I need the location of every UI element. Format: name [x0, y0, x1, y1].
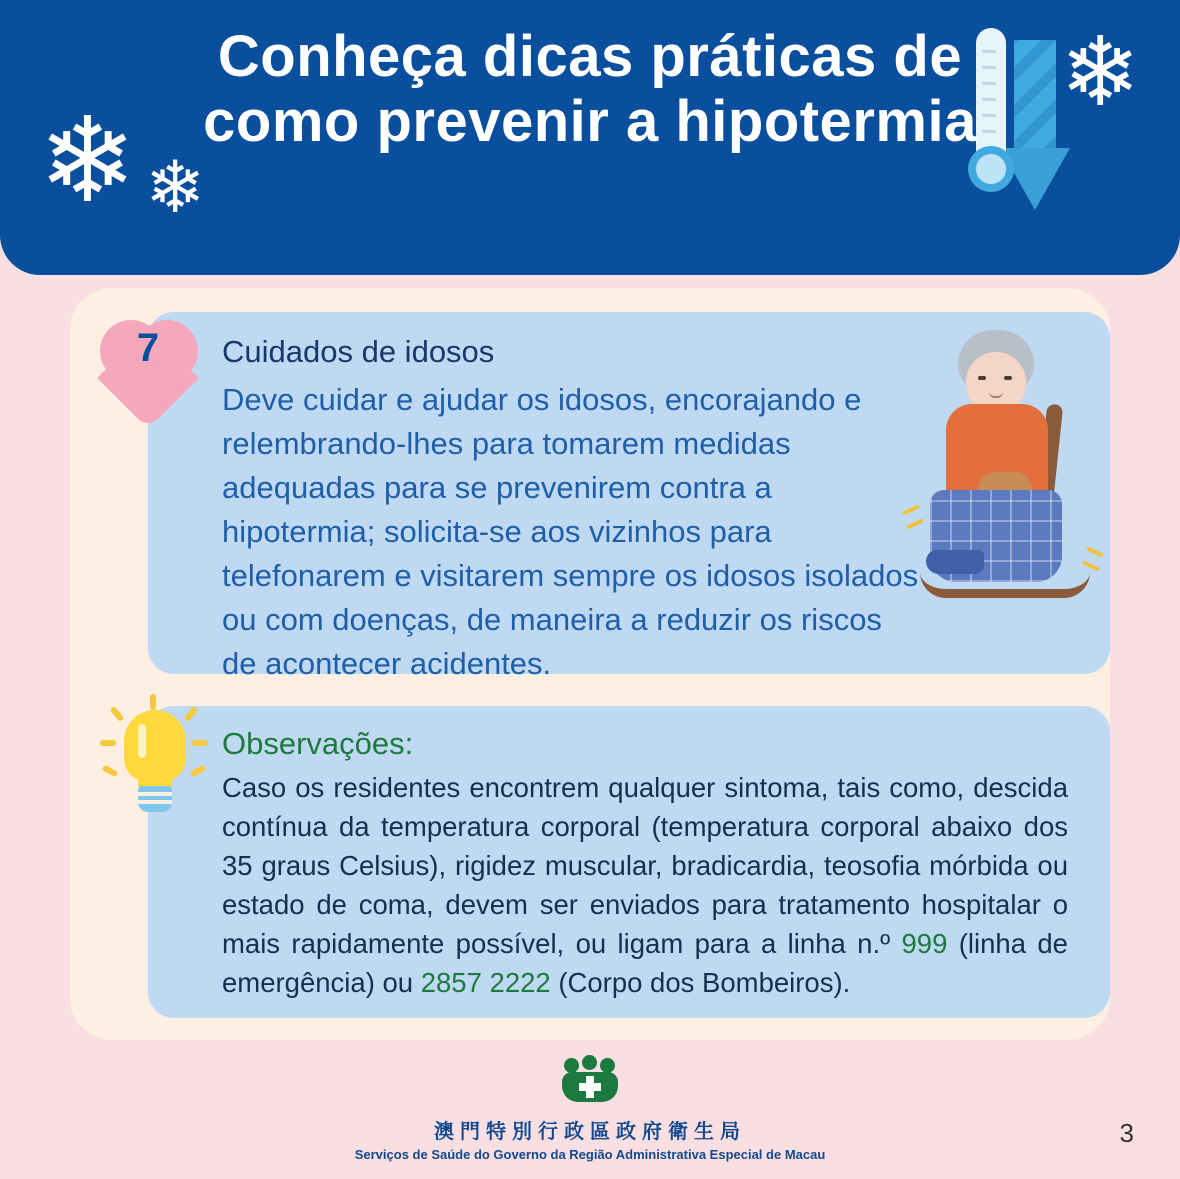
tip-number: 7: [136, 326, 160, 370]
tip-title: Cuidados de idosos: [222, 334, 495, 369]
heart-badge: [96, 312, 200, 408]
organization-name-cn: 澳門特別行政區政府衛生局: [434, 1121, 746, 1143]
fire-department-number: 2857 2222: [420, 967, 551, 999]
notes-text-part3: (Corpo dos Bombeiros).: [550, 967, 851, 999]
notes-body: [222, 768, 1068, 1002]
snowflake-icon: ❄: [145, 148, 206, 228]
header-banner: [0, 0, 1180, 275]
notes-text-part2: (linha de emergência) ou: [222, 928, 1068, 999]
page-number: 3: [1119, 1118, 1134, 1148]
elderly-woman-illustration: [900, 322, 1100, 622]
page-title: Conheça dicas práticas de como prevenir a hipotermia: [203, 24, 977, 154]
footer: [0, 1058, 1180, 1162]
health-bureau-logo-icon: [560, 1058, 620, 1106]
emergency-number: 999: [901, 928, 948, 960]
notes-title: Observações:: [222, 726, 414, 761]
notes-text-part1: Caso os residentes encontrem qualquer sintoma, tais como, descida contínua da temperatura corporal (temperatura corporal abaixo dos 35 graus Celsius), rigidez muscular, bradicardia, teosofia mórbida ou estado de coma, devem ser enviados para tratamento hospitalar o mais rapidamente possível, ou ligam para a linha n.º: [222, 772, 1068, 960]
organization-name-pt: Serviços de Saúde do Governo da Região Administrativa Especial de Macau: [354, 1147, 826, 1162]
tip-body: Deve cuidar e ajudar os idosos, encorajando e relembrando-lhes para tomarem medidas adequadas para se prevenirem contra a hipotermia; solicita-se aos vizinhos para telefonarem e visitarem sempre os idosos isolados ou com doenças, de maneira a reduzir os riscos de acontecer acidentes.: [222, 382, 919, 682]
lightbulb-icon: [98, 694, 208, 834]
snowflake-icon: ❄: [1060, 19, 1141, 126]
snowflake-icon: ❄: [38, 95, 137, 227]
